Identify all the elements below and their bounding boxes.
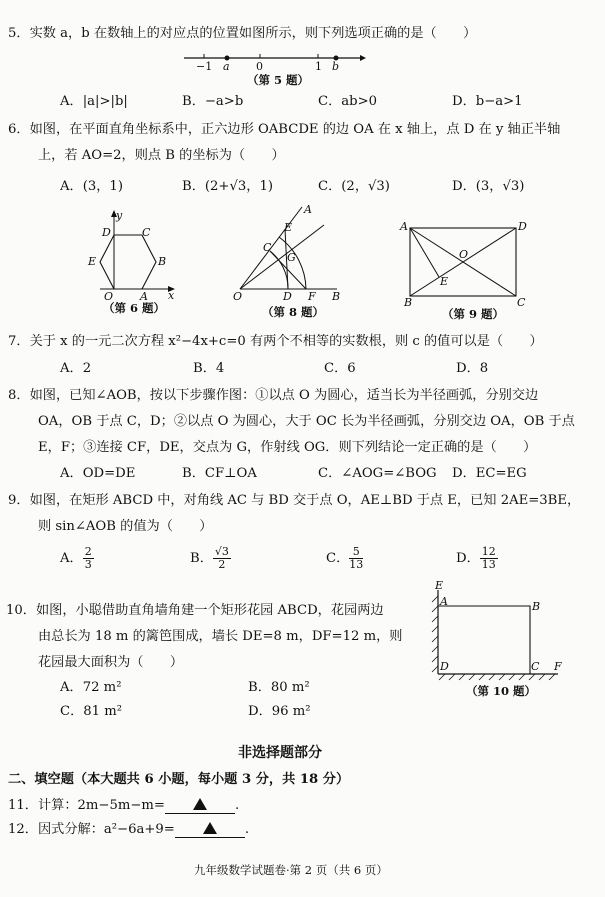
q12-answer-blank[interactable] (175, 822, 245, 838)
q5-option-a: A．|a|>|b| (60, 94, 128, 109)
fig9-label-E: E (440, 275, 449, 288)
q9-option-b: B． $\frac{√3}{2}$ (190, 545, 229, 571)
fig8-label-O: O (233, 290, 243, 303)
q10-option-b: B．80 m² (248, 680, 310, 695)
fig10-label-E: E (435, 579, 444, 592)
q5-option-d: D．b−a>1 (452, 94, 523, 109)
q10-option-c: C．81 m² (60, 704, 123, 719)
q5-stem: 5．实数 a，b 在数轴上的对应点的位置如图所示，则下列选项正确的是（ ） (8, 26, 477, 41)
fig10-label-A: A (440, 595, 448, 608)
q5-label-0: 0 (256, 60, 263, 73)
q9-option-a-fraction: $\frac{2}{3}$ (84, 545, 92, 571)
fig9-caption: （第 9 题） (442, 307, 505, 321)
fig6-label-y: y (116, 209, 123, 222)
q8-option-c: C．∠AOG=∠BOG (318, 466, 437, 481)
fig8-caption: （第 8 题） (262, 305, 325, 319)
fig6-label-O: O (104, 290, 114, 303)
q8-stem-line1: 8．如图，已知∠AOB，按以下步骤作图：①以点 O 为圆心，适当长为半径画弧，分别交边 (8, 388, 539, 403)
fig6-hexagon-diagram (80, 205, 190, 303)
fig6-label-B: B (158, 255, 167, 268)
q8-option-a: A．OD=DE (60, 466, 136, 481)
q7-option-b: B．4 (193, 361, 225, 376)
fig6-label-x: x (168, 289, 175, 302)
fig8-label-F: F (308, 290, 316, 303)
q7-stem: 7．关于 x 的一元二次方程 x²−4x+c=0 有两个不相等的实数根，则 c 的值可以是（ ） (8, 334, 543, 349)
q9-option-b-fraction: $\frac{√3}{2}$ (214, 545, 229, 571)
fig8-label-C: C (263, 241, 272, 254)
fig10-label-D: D (440, 660, 449, 673)
fig8-angle-bisector-diagram (232, 203, 352, 303)
fig10-garden-diagram (425, 579, 575, 682)
fig6-label-A: A (140, 290, 148, 303)
q10-stem-line1: 10．如图，小聪借助直角墙角建一个矩形花园 ABCD，花园两边 (6, 603, 384, 618)
fig9-label-B: B (404, 296, 413, 309)
q5-label-m1: −1 (196, 60, 213, 73)
fig9-label-A: A (400, 220, 408, 233)
fig10-caption: （第 10 题） (466, 684, 537, 698)
fig10-label-C: C (531, 660, 540, 673)
q8-option-b: B．CF⊥OA (182, 466, 257, 481)
q9-option-a: A． $\frac{2}{3}$ (60, 545, 92, 571)
q9-option-c-fraction: $\frac{5}{13}$ (349, 545, 364, 571)
q11: 11．计算：2m−5m−m= . (8, 798, 240, 813)
fig8-label-G: G (287, 251, 296, 264)
q8-stem-line3: E，F；③连接 CF，DE，交点为 G，作射线 OG．则下列结论一定正确的是（ ） (38, 440, 537, 455)
q12: 12．因式分解：a²−6a+9= . (8, 822, 250, 837)
q9-option-d: D． $\frac{12}{13}$ (456, 545, 496, 571)
q8-stem-line2: OA，OB 于点 C，D；②以点 O 为圆心，大于 OC 长为半径画弧，分别交边 OA，OB 于点 (38, 414, 575, 429)
q7-option-d: D．8 (456, 361, 489, 376)
fig6-label-E: E (88, 255, 97, 268)
q6-option-b: B．(2+√3，1) (182, 179, 273, 194)
fig6-label-C: C (142, 226, 151, 239)
triangle-icon (203, 822, 217, 834)
fig9-label-C: C (517, 296, 526, 309)
q7-option-c: C．6 (324, 361, 356, 376)
q5-caption: （第 5 题） (247, 73, 310, 87)
q6-option-d: D．(3，√3) (452, 179, 525, 194)
page-footer: 九年级数学试题卷·第 2 页（共 6 页） (194, 863, 388, 877)
fig9-rectangle-diagram (398, 218, 528, 308)
q10-stem-line2: 由总长为 18 m 的篱笆围成，墙长 DE=8 m，DF=12 m，则 (38, 629, 403, 644)
q9-stem-line1: 9．如图，在矩形 ABCD 中，对角线 AC 与 BD 交于点 O，AE⊥BD 于点 E，已知 2AE=3BE， (8, 493, 581, 508)
triangle-icon (193, 798, 207, 810)
fig6-caption: （第 6 题） (103, 301, 166, 315)
q11-answer-blank[interactable] (165, 798, 235, 814)
q5-option-c: C．ab>0 (318, 94, 378, 109)
fig9-label-D: D (518, 220, 527, 233)
fig6-label-D: D (102, 226, 111, 239)
section-title: 非选择题部分 (238, 745, 322, 761)
q10-option-d: D．96 m² (248, 704, 311, 719)
fig8-label-E: E (284, 221, 293, 234)
q6-option-a: A．(3，1) (60, 179, 123, 194)
q5-option-b: B．−a>b (182, 94, 244, 109)
fig10-label-F: F (554, 660, 562, 673)
q6-option-c: C．(2，√3) (318, 179, 390, 194)
fill-in-heading: 二、填空题（本大题共 6 小题，每小题 3 分，共 18 分） (8, 772, 350, 787)
fig9-label-O: O (459, 248, 469, 261)
q10-option-a: A．72 m² (60, 680, 122, 695)
fig10-label-B: B (532, 600, 541, 613)
q5-label-b: b (332, 60, 340, 73)
q5-label-1: 1 (315, 60, 322, 73)
q9-stem-line2: 则 sin∠AOB 的值为（ ） (38, 519, 213, 534)
q9-option-d-fraction: $\frac{12}{13}$ (481, 545, 496, 571)
q6-stem-line1: 6．如图，在平面直角坐标系中，正六边形 OABCDE 的边 OA 在 x 轴上，点 D 在 y 轴正半轴 (8, 122, 561, 137)
fig8-label-B: B (332, 290, 341, 303)
fig8-label-D: D (283, 290, 292, 303)
fig8-label-A: A (304, 203, 312, 216)
q8-option-d: D．EC=EG (452, 466, 527, 481)
q6-stem-line2: 上，若 AO=2，则点 B 的坐标为（ ） (38, 148, 285, 163)
q10-stem-line3: 花园最大面积为（ ） (38, 655, 184, 670)
q5-label-a: a (223, 60, 230, 73)
q9-option-c: C． $\frac{5}{13}$ (326, 545, 364, 571)
q7-option-a: A．2 (60, 361, 92, 376)
